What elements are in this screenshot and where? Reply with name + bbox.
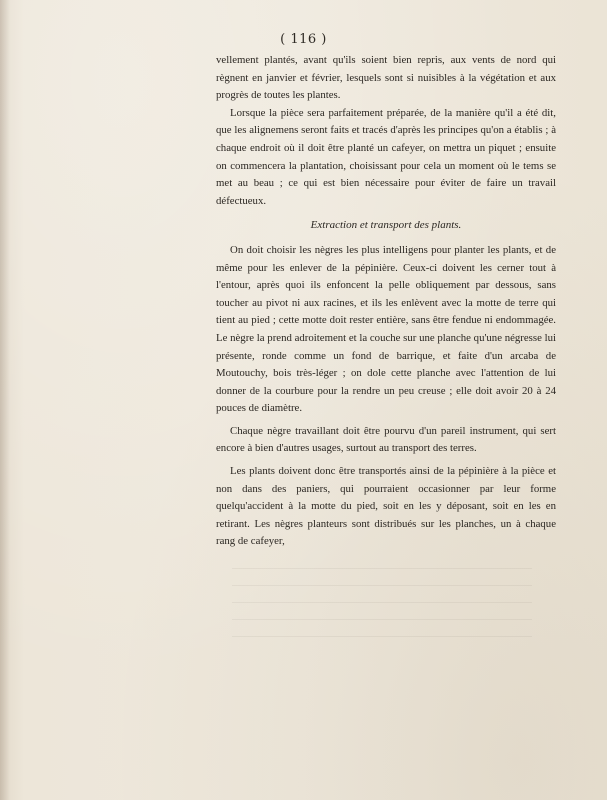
bleed-through-texture	[232, 568, 532, 638]
section-heading: Extraction et transport des plants.	[310, 219, 462, 232]
paragraph-instrument: Chaque nègre travaillant doit être pourvu d'un pareil instrument, qui sert encore à bien d'autres usages, surtout au transport des terres.	[216, 424, 556, 455]
body-text	[216, 52, 556, 551]
paragraph-transport: Les plants doivent donc être transportés ainsi de la pépinière à la pièce et non dans des paniers, qui pourraient occasionner par leur forme quelqu'accident à la motte du pied, soit en les y déposant, soit en les en retirant. Les nègres planteurs sont distribués sur les planches, un à chaque rang de cafeyer,	[216, 465, 556, 548]
page-gutter-shadow	[0, 0, 10, 800]
paragraph-extraction: On doit choisir les nègres les plus intelligens pour planter les plants, et de même pour les enlever de la pépinière. Ceux-ci doivent les cerner tout à l'entour, après quoi ils enfoncent la pelle obliquement par dessous, sans toucher au pivot ni aux racines, et ils les enlèvent avec la motte de terre qui tient au pied ; cette motte doit rester entière, sans être fendue ni endommagée. Le nègre la prend adroitement et la couche sur une planche qu'une négresse lui présente, ronde comme un fond de barrique, et faite d'un arcaba de Moutouchy, bois très-léger ; on dole cette planche avec l'attention de lui donner de la courbure pour la rendre un peu creuse ; elle doit avoir 20 à 24 pouces de diamètre.	[216, 243, 556, 415]
paragraph-continued: vellement plantés, avant qu'ils soient bien repris, aux vents de nord qui règnent en janvier et février, lesquels sont si nuisibles à la végétation et aux progrès de toutes les plantes.	[216, 54, 556, 102]
page-number: ( 116 )	[280, 32, 327, 47]
paragraph-preparation: Lorsque la pièce sera parfaitement préparée, de la manière qu'il a été dit, que les alignemens seront faits et tracés d'après les principes qu'on a établis ; à chaque endroit où il doit être planté un cafeyer, on mettra un piquet ; ensuite on commencera la plantation, choisissant pour cela un moment où le tems se met au beau ; ce qui est bien nécessaire pour éviter de faire un travail défectueux.	[216, 106, 556, 207]
